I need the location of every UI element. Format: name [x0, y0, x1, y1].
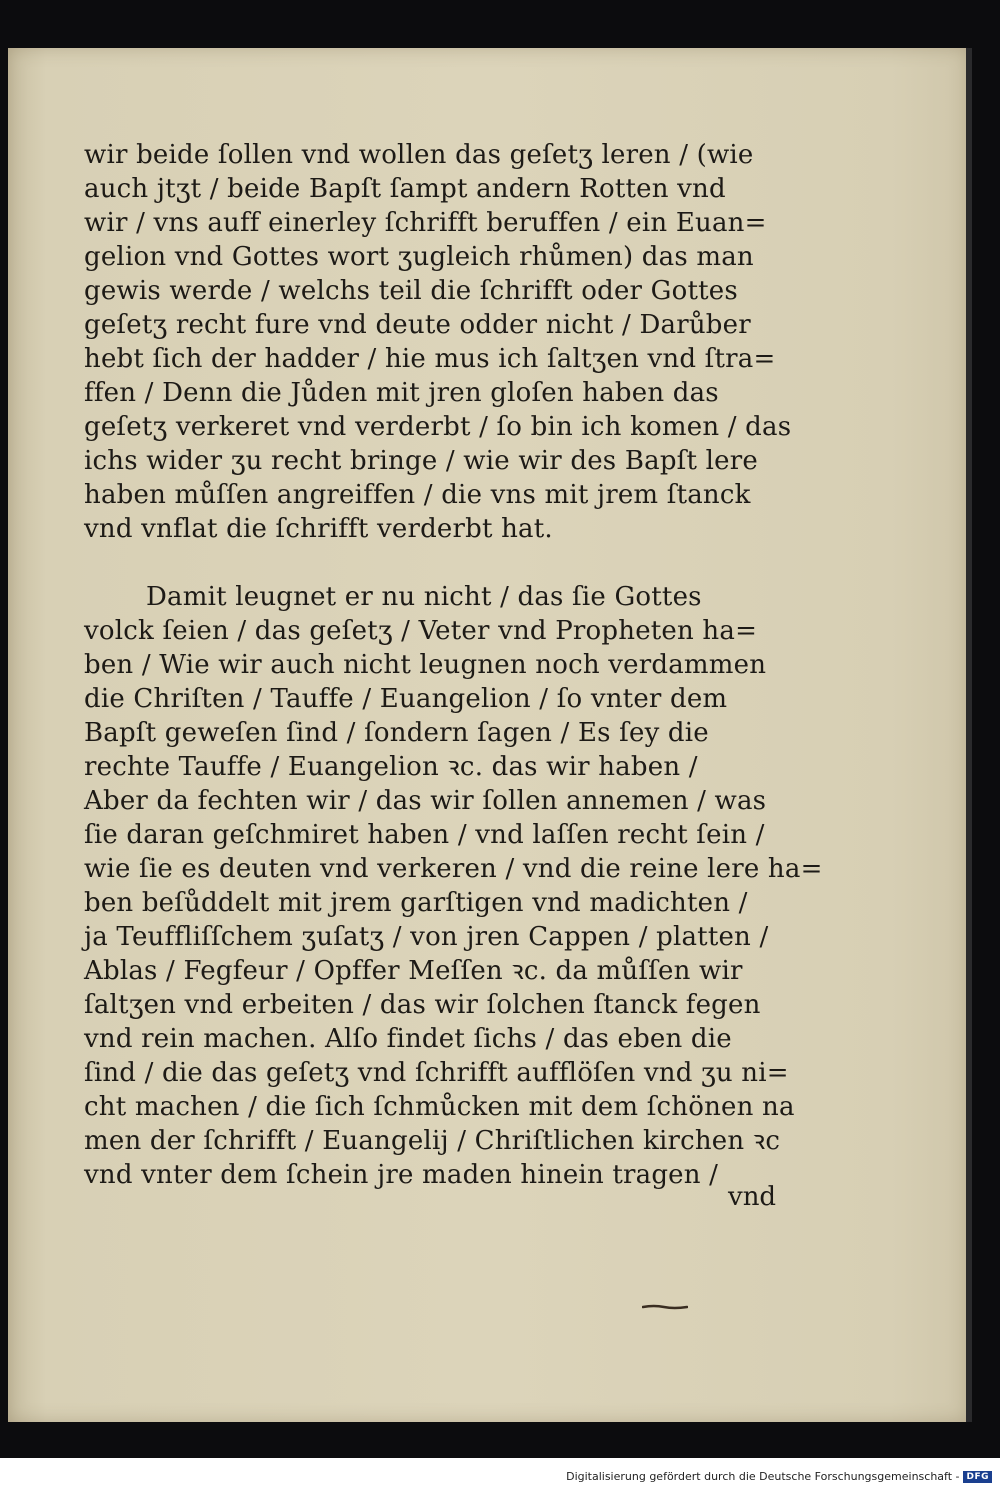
text-line: ben / Wie wir auch nicht leugnen noch verdammen [84, 650, 767, 680]
text-line: ja Teuffliſſchem ʒuſatʒ / von jren Cappen / platten / [84, 922, 769, 952]
text-line: ſind / die das geſetʒ vnd ſchrifft aufflöſen vnd ʒu ni= [84, 1058, 789, 1088]
text-line: volck ſeien / das geſetʒ / Veter vnd Propheten ha= [84, 616, 758, 646]
text-line: hebt ſich der hadder / hie mus ich ſaltʒen vnd ſtra= [84, 344, 776, 374]
text-line: geſetʒ recht fure vnd deute odder nicht / Darůber [84, 310, 751, 340]
text-line: gelion vnd Gottes wort ʒugleich rhůmen) das man [84, 242, 754, 272]
text-line: wir beide ſollen vnd wollen das geſetʒ leren / (wie [84, 140, 754, 170]
text-line: die Chriſten / Tauffe / Euangelion / ſo vnter dem [84, 684, 728, 714]
text-line: ſaltʒen vnd erbeiten / das wir ſolchen ſtanck fegen [84, 990, 761, 1020]
text-line: wir / vns auff einerley ſchrifft beruffen / ein Euan= [84, 208, 767, 238]
text-line: vnd rein machen. Alſo findet ſichs / das eben die [84, 1024, 732, 1054]
text-line: haben můſſen angreiffen / die vns mit jrem ſtanck [84, 480, 751, 510]
text-line: vnd vnter dem ſchein jre maden hinein tragen / [84, 1160, 719, 1190]
paragraph-gap [84, 546, 804, 580]
body-text [84, 138, 823, 1192]
text-line: geſetʒ verkeret vnd verderbt / ſo bin ich komen / das [84, 412, 792, 442]
ink-mark [642, 1303, 688, 1311]
text-line: ben beſůddelt mit jrem garſtigen vnd madichten / [84, 888, 748, 918]
text-line: rechte Tauffe / Euangelion ꝛc. das wir haben / [84, 752, 698, 782]
dfg-logo: DFG [963, 1471, 992, 1483]
text-line: Damit leugnet er nu nicht / das ſie Gottes [146, 582, 702, 612]
text-line: wie ſie es deuten vnd verkeren / vnd die reine lere ha= [84, 854, 823, 884]
text-line: Ablas / Fegfeur / Opffer Meſſen ꝛc. da můſſen wir [84, 956, 743, 986]
text-line: auch jtʒt / beide Bapſt ſampt andern Rotten vnd [84, 174, 726, 204]
footer-credit-text: Digitalisierung gefördert durch die Deutsche Forschungsgemeinschaft - [566, 1470, 960, 1483]
text-line: ffen / Denn die Jůden mit jren gloſen haben das [84, 378, 719, 408]
catchword: vnd [728, 1182, 777, 1212]
text-line: Bapſt geweſen ſind / ſondern ſagen / Es ſey die [84, 718, 709, 748]
text-line: cht machen / die ſich ſchmůcken mit dem ſchönen na [84, 1092, 795, 1122]
text-line: vnd vnflat die ſchrifft verderbt hat. [84, 514, 553, 544]
text-line: ſie daran geſchmiret haben / vnd laſſen recht ſein / [84, 820, 765, 850]
text-line: gewis werde / welchs teil die ſchrifft oder Gottes [84, 276, 738, 306]
text-line: men der ſchrifft / Euangelij / Chriſtlichen kirchen ꝛc [84, 1126, 781, 1156]
page-edge [966, 48, 972, 1422]
footer-credit [566, 1470, 992, 1483]
text-line: Aber da fechten wir / das wir ſollen annemen / was [84, 786, 767, 816]
text-line: ichs wider ʒu recht bringe / wie wir des Bapſt lere [84, 446, 758, 476]
